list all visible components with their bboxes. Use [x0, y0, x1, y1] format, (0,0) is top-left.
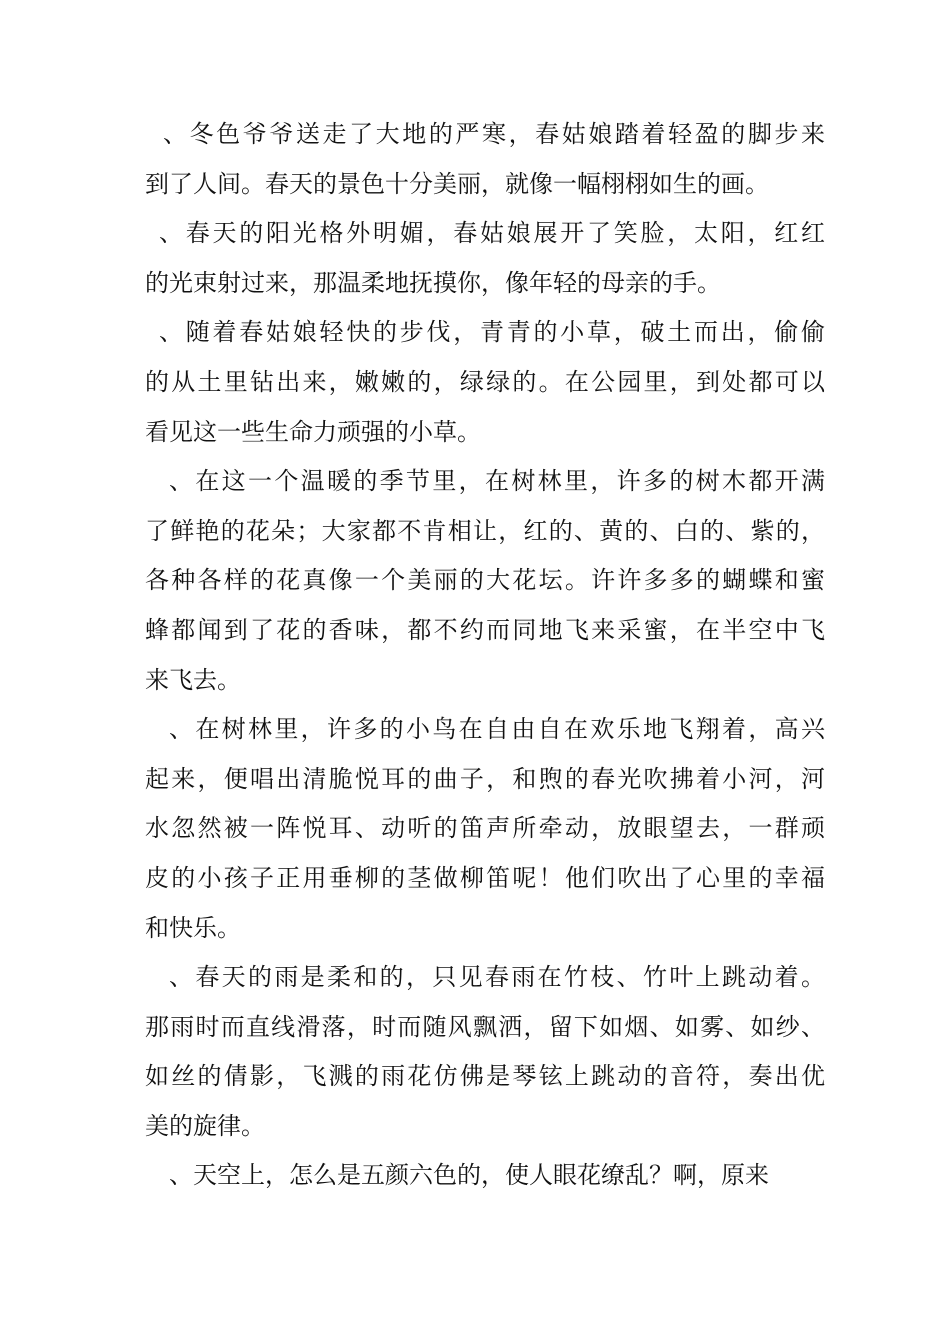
text-line: 和快乐。	[145, 913, 241, 942]
text-line: 起来，便唱出清脆悦耳的曲子，和煦的春光吹拂着小河，河	[145, 764, 825, 793]
paragraph	[145, 1151, 825, 1201]
text-line: 蜂都闻到了花的香味，都不约而同地飞来采蜜，在半空中飞	[145, 615, 825, 644]
text-line: 如丝的倩影，飞溅的雨花仿佛是琴铉上跳动的音符，奏出优	[145, 1062, 825, 1091]
paragraph	[145, 308, 825, 457]
text-line: 、春天的阳光格外明媚，春姑娘展开了笑脸，太阳，红红	[159, 219, 825, 248]
text-line: 那雨时而直线滑落，时而随风飘洒，留下如烟、如雾、如纱、	[145, 1012, 825, 1041]
text-line: 了鲜艳的花朵；大家都不肯相让，红的、黄的、白的、紫的，	[145, 516, 825, 545]
text-line: 来飞去。	[145, 665, 241, 694]
text-line: 水忽然被一阵悦耳、动听的笛声所牵动，放眼望去，一群顽	[145, 814, 825, 843]
paragraph	[145, 705, 825, 953]
text-column	[145, 110, 825, 1201]
text-line: 的从土里钻出来，嫩嫩的，绿绿的。在公园里，到处都可以	[145, 367, 825, 396]
text-line: 、在这一个温暖的季节里，在树林里，许多的树木都开满	[169, 467, 825, 496]
text-line: 、春天的雨是柔和的，只见春雨在竹枝、竹叶上跳动着。	[169, 963, 825, 992]
text-line: 、在树林里，许多的小鸟在自由自在欢乐地飞翔着，高兴	[169, 715, 825, 744]
text-line: 到了人间。春天的景色十分美丽，就像一幅栩栩如生的画。	[145, 169, 769, 198]
text-line: 看见这一些生命力顽强的小草。	[145, 417, 481, 446]
paragraph	[145, 457, 825, 705]
paragraph	[145, 953, 825, 1151]
text-line: 美的旋律。	[145, 1111, 265, 1140]
text-line: 各种各样的花真像一个美丽的大花坛。许许多多的蝴蝶和蜜	[145, 566, 825, 595]
text-line: 、天空上，怎么是五颜六色的，使人眼花缭乱？啊，原来	[169, 1161, 769, 1190]
text-line: 、随着春姑娘轻快的步伐，青青的小草，破土而出，偷偷	[159, 318, 825, 347]
text-line: 的光束射过来，那温柔地抚摸你，像年轻的母亲的手。	[145, 268, 721, 297]
text-line: 皮的小孩子正用垂柳的茎做柳笛呢！他们吹出了心里的幸福	[145, 863, 825, 892]
text-line: 、冬色爷爷送走了大地的严寒，春姑娘踏着轻盈的脚步来	[163, 120, 825, 148]
paragraph	[145, 209, 825, 308]
paragraph	[145, 110, 825, 209]
